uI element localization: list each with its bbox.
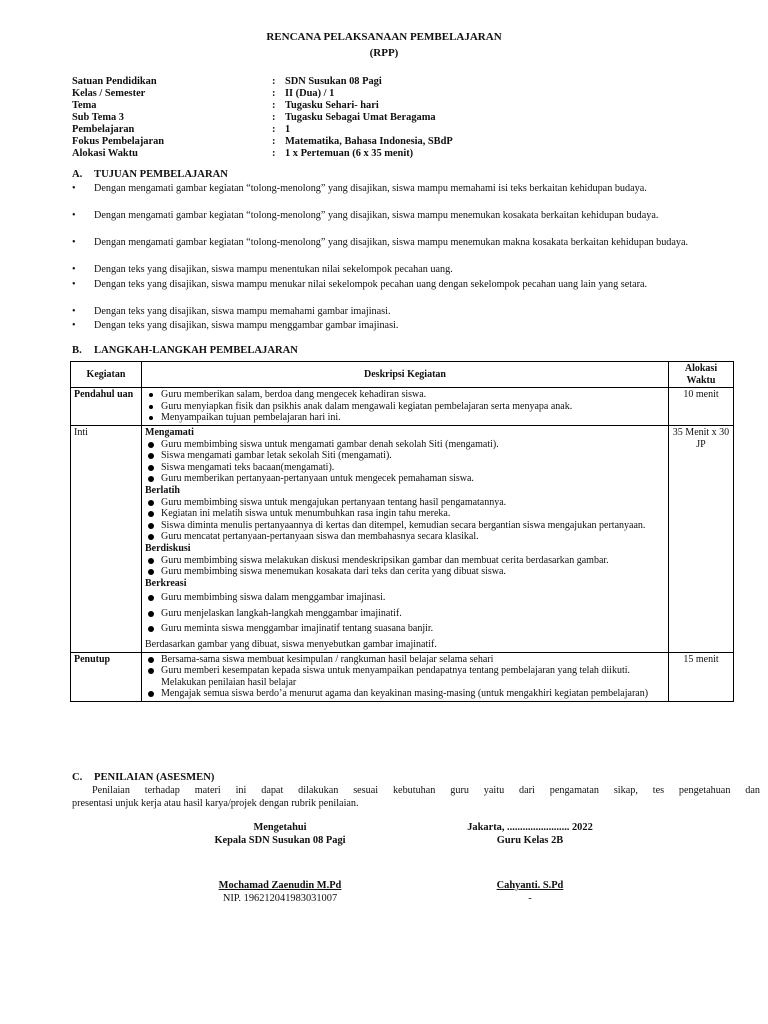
list-item: Guru membimbing siswa dalam menggambar imajinasi. — [145, 592, 665, 604]
bullet-icon: • — [72, 183, 76, 194]
bullet-icon: • — [72, 237, 76, 248]
subheading-berkreasi: Berkreasi — [145, 577, 187, 589]
phase-penutup: Penutup — [71, 652, 142, 701]
objective-text: Dengan mengamati gambar kegiatan “tolong-menolong” yang disajikan, siswa mampu menemukan kosakata berkaitan kehidupan budaya. — [94, 210, 659, 221]
table-row — [71, 388, 734, 426]
identity-colon: : — [272, 88, 276, 99]
identity-value: 1 — [285, 124, 291, 135]
list-item: Bersama-sama siswa membuat kesimpulan / rangkuman hasil belajar selama sehari — [145, 654, 665, 666]
identity-colon: : — [272, 100, 276, 111]
list-item: Guru membimbing siswa menemukan kosakata dari teks dan cerita yang dibuat siswa. — [145, 566, 665, 578]
objective-text: Dengan mengamati gambar kegiatan “tolong-menolong” yang disajikan, siswa mampu menemukan makna kosakata berkaitan kehidupan budaya. — [94, 237, 689, 248]
objective-item — [72, 320, 724, 333]
list-item: Guru membimbing siswa untuk mengamati gambar denah sekolah Siti (mengamati). — [145, 439, 665, 451]
list-item: Guru mencatat pertanyaan-pertanyaan siswa dan membahasnya secara klasikal. — [145, 531, 665, 543]
table-row — [71, 425, 734, 652]
pendahuluan-description — [142, 388, 669, 426]
document-subtitle: (RPP) — [369, 47, 399, 59]
assessment-line-1: Penilaian terhadap materi ini dapat dilakukan sesuai kebutuhan guru yaitu dari pengamatan sikap, tes pengetahuan dan — [92, 785, 760, 796]
bullet-icon: • — [72, 306, 76, 317]
table-row — [71, 652, 734, 701]
list-item: Siswa mengamati teks bacaan(mengamati). — [145, 462, 665, 474]
pendahuluan-time: 10 menit — [669, 388, 734, 426]
sign-left-heading: Mengetahui — [253, 822, 307, 833]
objective-item — [72, 183, 724, 196]
assessment-line-2: presentasi unjuk kerja atau hasil karya/projek dengan rubrik penilaian. — [72, 798, 359, 809]
sign-left-nip: NIP. 196212041983031007 — [222, 893, 338, 904]
sign-left-role: Kepala SDN Susukan 08 Pagi — [214, 835, 346, 846]
list-item: Kegiatan ini melatih siswa untuk menumbuhkan rasa ingin tahu mereka. — [145, 508, 665, 520]
bullet-icon: • — [72, 210, 76, 221]
bullet-icon: • — [72, 264, 76, 275]
bullet-icon: • — [72, 320, 76, 331]
section-a-title: TUJUAN PEMBELAJARAN — [94, 169, 228, 180]
objective-item — [72, 306, 724, 319]
list-item: Guru menjelaskan langkah-langkah menggambar imajinatif. — [145, 608, 665, 620]
objective-text: Dengan mengamati gambar kegiatan “tolong-menolong” yang disajikan, siswa mampu memahami isi teks berkaitan kehidupan budaya. — [94, 183, 647, 194]
list-item: Siswa mengamati gambar letak sekolah Siti (mengamati). — [145, 450, 665, 462]
sign-right-role: Guru Kelas 2B — [496, 835, 564, 846]
section-c-title: PENILAIAN (ASESMEN) — [94, 772, 215, 783]
header-kegiatan: Kegiatan — [71, 362, 142, 388]
subheading-mengamati: Mengamati — [145, 426, 194, 438]
identity-colon: : — [272, 148, 276, 159]
section-a-letter: A. — [72, 169, 83, 180]
section-b-heading — [72, 345, 298, 356]
identity-label: Pembelajaran — [72, 124, 135, 135]
list-item: Guru membimbing siswa untuk mengajukan pertanyaan tentang hasil pengamatannya. — [145, 497, 665, 509]
bullet-icon: • — [72, 279, 76, 290]
list-item: Guru meminta siswa menggambar imajinatif tentang suasana banjir. — [145, 623, 665, 635]
objective-item — [72, 279, 724, 292]
identity-colon: : — [272, 112, 276, 123]
section-b-letter: B. — [72, 345, 82, 356]
list-item: Siswa diminta menulis pertanyaannya di kertas dan ditempel, kemudian secara bergantian siswa mengajukan pertanyaan. — [145, 520, 665, 532]
identity-label: Kelas / Semester — [72, 88, 146, 99]
table-header-row — [71, 362, 734, 388]
inti-time: 35 Menit x 30 JP — [669, 425, 734, 652]
identity-value: Tugasku Sebagai Umat Beragama — [285, 112, 436, 123]
document-title: RENCANA PELAKSANAAN PEMBELAJARAN — [266, 31, 502, 43]
list-item: Menyampaikan tujuan pembelajaran hari ini. — [145, 412, 665, 424]
header-deskripsi: Deskripsi Kegiatan — [142, 362, 669, 388]
list-item: Guru menyiapkan fisik dan psikhis anak dalam mengawali kegiatan pembelajaran serta menyapa anak. — [145, 401, 665, 413]
identity-label: Satuan Pendidikan — [72, 76, 157, 87]
objective-text: Dengan teks yang disajikan, siswa mampu menukar nilai sekelompok pecahan uang dengan sekelompok pecahan uang lain yang setara. — [94, 279, 648, 290]
closing-text: Berdasarkan gambar yang dibuat, siswa menyebutkan gambar imajinatif. — [145, 639, 437, 651]
identity-label: Fokus Pembelajaran — [72, 136, 165, 147]
penutup-time: 15 menit — [669, 652, 734, 701]
identity-value: Tugasku Sehari- hari — [285, 100, 379, 111]
identity-value: 1 x Pertemuan (6 x 35 menit) — [285, 148, 414, 159]
identity-label: Sub Tema 3 — [72, 112, 124, 123]
identity-value: SDN Susukan 08 Pagi — [285, 76, 382, 87]
objective-text: Dengan teks yang disajikan, siswa mampu menggambar gambar imajinasi. — [94, 320, 399, 331]
subheading-berdiskusi: Berdiskusi — [145, 542, 191, 554]
objective-item — [72, 210, 724, 223]
list-item: Guru memberi kesempatan kepada siswa untuk menyampaikan pendapatnya tentang pembelajaran yang telah diikuti. Melakukan penilaian hasil belajar — [145, 665, 665, 688]
identity-value: II (Dua) / 1 — [285, 88, 335, 99]
sign-right-nip: - — [528, 893, 532, 904]
sign-right-name: Cahyanti. S.Pd — [496, 880, 564, 891]
phase-pendahuluan: Pendahul uan — [71, 388, 142, 426]
identity-label: Tema — [72, 100, 97, 111]
section-b-title: LANGKAH-LANGKAH PEMBELAJARAN — [94, 345, 298, 356]
objective-item — [72, 237, 724, 250]
sign-right-place-date: Jakarta, ........................ 2022 — [467, 822, 593, 833]
identity-colon: : — [272, 124, 276, 135]
identity-colon: : — [272, 136, 276, 147]
header-alokasi: Alokasi Waktu — [669, 362, 734, 388]
list-item: Guru membimbing siswa melakukan diskusi mendeskripsikan gambar dan membuat cerita berdasarkan gambar. — [145, 555, 665, 567]
phase-inti: Inti — [71, 425, 142, 652]
identity-colon: : — [272, 76, 276, 87]
objective-item — [72, 264, 724, 277]
identity-value: Matematika, Bahasa Indonesia, SBdP — [285, 136, 453, 147]
list-item: Guru memberikan pertanyaan-pertanyaan untuk mengecek pemahaman siswa. — [145, 473, 665, 485]
section-c-heading — [72, 772, 214, 783]
section-a-heading — [72, 169, 228, 180]
section-c-letter: C. — [72, 772, 83, 783]
subheading-berlatih: Berlatih — [145, 484, 180, 496]
activity-table — [70, 361, 734, 702]
penutup-description — [142, 652, 669, 701]
objective-text: Dengan teks yang disajikan, siswa mampu menentukan nilai sekelompok pecahan uang. — [94, 264, 453, 275]
sign-left-name: Mochamad Zaenudin M.Pd — [218, 880, 342, 891]
list-item: Mengajak semua siswa berdo’a menurut agama dan keyakinan masing-masing (untuk mengakhiri kegiatan pembelajaran) — [145, 688, 665, 700]
objective-text: Dengan teks yang disajikan, siswa mampu memahami gambar imajinasi. — [94, 306, 391, 317]
identity-label: Alokasi Waktu — [72, 148, 138, 159]
inti-description — [142, 425, 669, 652]
list-item: Guru memberikan salam, berdoa dang mengecek kehadiran siswa. — [145, 389, 665, 401]
